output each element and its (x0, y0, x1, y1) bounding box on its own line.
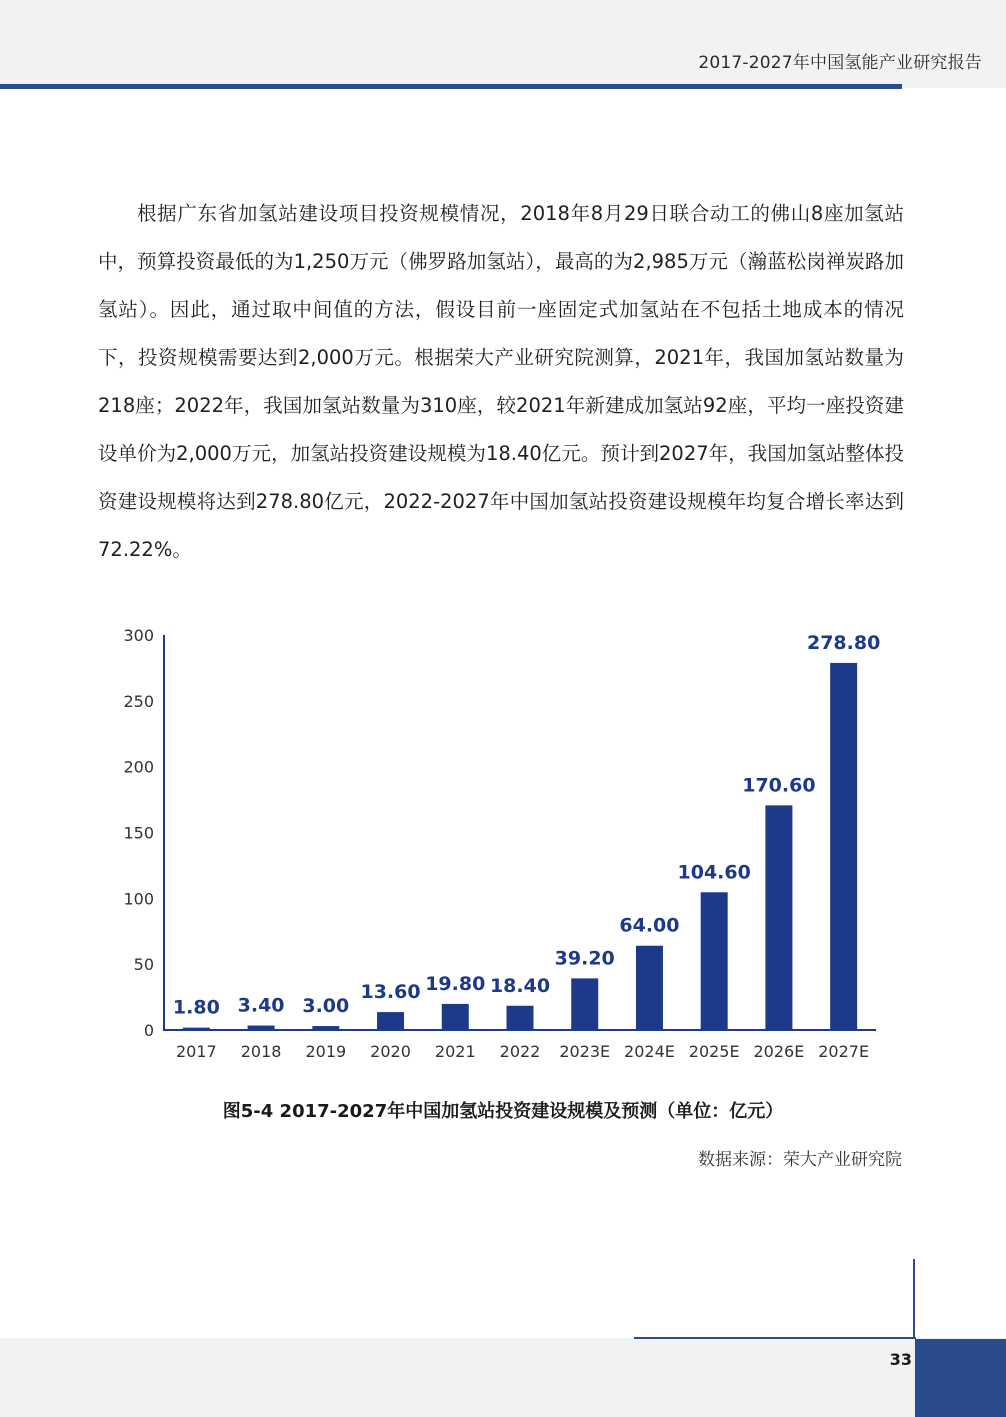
footer-accent-block (915, 1339, 1006, 1417)
value-label: 104.60 (677, 861, 751, 884)
x-tick-label: 2022 (499, 1042, 541, 1061)
x-tick-label: 2018 (240, 1042, 282, 1061)
investment-bar-chart (0, 600, 1006, 1080)
value-label: 3.40 (237, 994, 285, 1017)
x-tick-label: 2024E (624, 1042, 675, 1061)
x-tick-label: 2021 (434, 1042, 476, 1061)
y-tick-label: 250 (123, 691, 154, 711)
value-label: 39.20 (554, 947, 615, 970)
header-band (0, 0, 1006, 88)
x-axis-ticks (176, 1042, 869, 1061)
bar-2024E (636, 946, 663, 1030)
x-tick-label: 2023E (559, 1042, 611, 1061)
bar-2022 (507, 1006, 534, 1030)
x-tick-label: 2027E (818, 1042, 870, 1061)
y-tick-label: 0 (143, 1021, 154, 1040)
value-label: 3.00 (302, 995, 350, 1018)
x-tick-label: 2025E (688, 1042, 740, 1061)
value-label: 19.80 (425, 972, 486, 995)
y-tick-label: 300 (123, 626, 154, 645)
bar-2027E (830, 663, 857, 1030)
value-label: 278.80 (806, 631, 881, 654)
header-divider (0, 84, 902, 89)
x-tick-label: 2026E (753, 1042, 805, 1061)
x-tick-label: 2017 (176, 1042, 217, 1061)
report-title: 2017-2027年中国氢能产业研究报告 (698, 53, 982, 73)
figure-source: 数据来源：荣大产业研究院 (698, 1150, 902, 1170)
bar-2023E (571, 978, 598, 1030)
value-label: 170.60 (742, 774, 816, 797)
bar-2020 (377, 1012, 404, 1030)
body-paragraph: 根据广东省加氢站建设项目投资规模情况，2018年8月29日联合动工的佛山8座加氢站中，预算投资最低的为1,250万元（佛罗路加氢站），最高的为2,985万元（瀚蓝松岗禅炭路加氢站）。因此，通过取中间值的方法，假设目前一座固定式加氢站在不包括土地成本的情况下，投资规模需要达到2,000万元。根据荣大产业研究院测算，2021年，我国加氢站数量为218座；2022年，我国加氢站数量为310座，较2021年新建成加氢站92座，平均一座投资建设单价为2,000万元，加氢站投资建设规模为18.40亿元。预计到2027年，我国加氢站整体投资建设规模将达到278.80亿元，2022-2027年中国加氢站投资建设规模年均复合增长率达到72.22%。 (98, 202, 904, 561)
footer-band (0, 1338, 1006, 1417)
footer-divider (634, 1337, 916, 1339)
value-label: 64.00 (619, 914, 680, 937)
figure-caption: 图5-4 2017-2027年中国加氢站投资建设规模及预测（单位：亿元） (222, 1101, 784, 1122)
y-tick-label: 150 (123, 823, 154, 843)
bar-2021 (442, 1004, 469, 1030)
value-label: 1.80 (172, 996, 220, 1019)
footer-vertical-rule (913, 1259, 915, 1339)
x-tick-label: 2020 (370, 1042, 411, 1061)
y-axis-ticks (123, 626, 154, 1040)
value-label: 13.60 (360, 981, 421, 1004)
y-tick-label: 50 (133, 955, 154, 975)
bar-2026E (765, 805, 792, 1030)
y-tick-label: 200 (123, 757, 154, 777)
x-tick-label: 2019 (305, 1042, 347, 1061)
value-label: 18.40 (489, 974, 551, 997)
page-number: 33 (889, 1350, 912, 1369)
y-tick-label: 100 (123, 889, 154, 909)
bar-2025E (701, 892, 728, 1030)
